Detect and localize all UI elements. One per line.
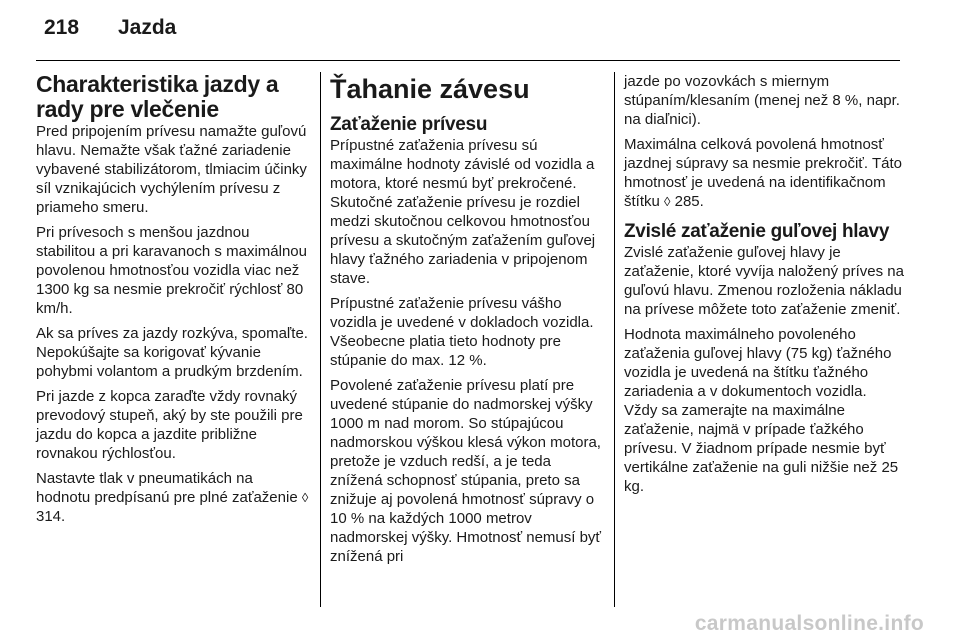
- subheading-trailer-load: Zaťaženie prívesu: [330, 114, 488, 135]
- paragraph-text: Nastavte tlak v pneumatikách na hodnotu predpísanú pre plné zaťaženie: [36, 470, 302, 506]
- heading-towing: Ťahanie závesu: [330, 74, 530, 104]
- paragraph: Pri jazde z kopca zaraďte vždy rovnaký prevodový stupeň, aký by ste použili pre jazdu do kopca a jazdite približne rovnakou rýchlosťou.: [36, 388, 303, 462]
- paragraph: Prípustné zaťaženie prívesu vášho vozidla je uvedené v dokladoch vozidla. Všeobecne platia tieto hodnoty pre stúpanie do max. 12 %.: [330, 295, 594, 369]
- column-left: [36, 72, 310, 532]
- column-middle: [330, 74, 604, 572]
- paragraph: Zvislé zaťaženie guľovej hlavy je zaťaženie, ktoré vyvíja naložený príves na guľovú hlavu. Zmenou rozloženia nákladu na prívese môžete toto zaťaženie zmeniť.: [624, 244, 904, 318]
- section-title: Jazda: [118, 16, 177, 39]
- reference-arrow-icon: ◊: [664, 194, 671, 209]
- paragraph-text: Maximálna celková povolená hmotnosť jazdnej súpravy sa nesmie prekročiť. Táto hmotnosť je uvedená na identifikačnom štítku: [624, 136, 902, 210]
- paragraph: Prípustné zaťaženia prívesu sú maximálne hodnoty závislé od vozidla a motora, ktoré nesmú byť prekročené. Skutočné zaťaženie prívesu je rozdiel medzi skutočnou celkovou hmotnosťou prívesu a skutočným zaťažením guľovej hlavy ťažného zariadenia v pripojenom stave.: [330, 137, 596, 287]
- paragraph: [36, 469, 310, 526]
- page-header: [0, 0, 960, 50]
- paragraph: Pred pripojením prívesu namažte guľovú hlavu. Nemažte však ťažné zariadenie vybavené stabilizátorom, tlmiacim účinky síl vznikajúcich vychýlením prívesu z priameho smeru.: [36, 123, 307, 216]
- column-right: [624, 72, 904, 502]
- paragraph: Ak sa príves za jazdy rozkýva, spomaľte. Nepokúšajte sa korigovať kývanie pohybmi volantom a prudkým brzdením.: [36, 325, 308, 380]
- paragraph: Povolené zaťaženie prívesu platí pre uvedené stúpanie do nadmorskej výšky 1000 m nad morom. So stúpajúcou nadmorskou výškou klesá výkon motora, pretože je vzduch redší, a je teda znížená schopnosť stúpania, preto sa znižuje aj povolená hmotnosť súpravy o 10 % na každých 1000 metrov nadmorskej výšky. Hmotnosť nemusí byť znížená pri: [330, 377, 602, 565]
- subheading-vertical-load: Zvislé zaťaženie guľovej hlavy: [624, 221, 890, 242]
- page-reference-link[interactable]: 285.: [674, 193, 704, 210]
- column-divider: [614, 72, 615, 607]
- paragraph: jazde po vozovkách s miernym stúpaním/klesaním (menej než 8 %, napr. na diaľnici).: [624, 73, 900, 128]
- header-rule: [36, 60, 900, 61]
- column-divider: [320, 72, 321, 607]
- heading-driving-tips: Charakteristika jazdy a rady pre vlečenie: [36, 71, 279, 122]
- paragraph: Pri prívesoch s menšou jazdnou stabilitou a pri karavanoch s maximálnou povolenou hmotnosťou vozidla viac než 1300 kg sa nesmie prekročiť rýchlosť 80 km/h.: [36, 224, 307, 317]
- reference-arrow-icon: ◊: [301, 490, 309, 505]
- paragraph: Hodnota maximálneho povoleného zaťaženia guľovej hlavy (75 kg) ťažného vozidla je uvedená na štítku ťažného zariadenia a v dokumentoch vozidla. Vždy sa zamerajte na maximálne zaťaženie, najmä v prípade ťažkého prívesu. V žiadnom prípade nesmie byť vertikálne zaťaženie na guli nižšie než 25 kg.: [624, 326, 899, 495]
- watermark: carmanualsonline.info: [694, 612, 924, 635]
- page-reference-link[interactable]: 314.: [36, 508, 66, 525]
- page-number: 218: [44, 16, 80, 39]
- paragraph: [624, 135, 904, 211]
